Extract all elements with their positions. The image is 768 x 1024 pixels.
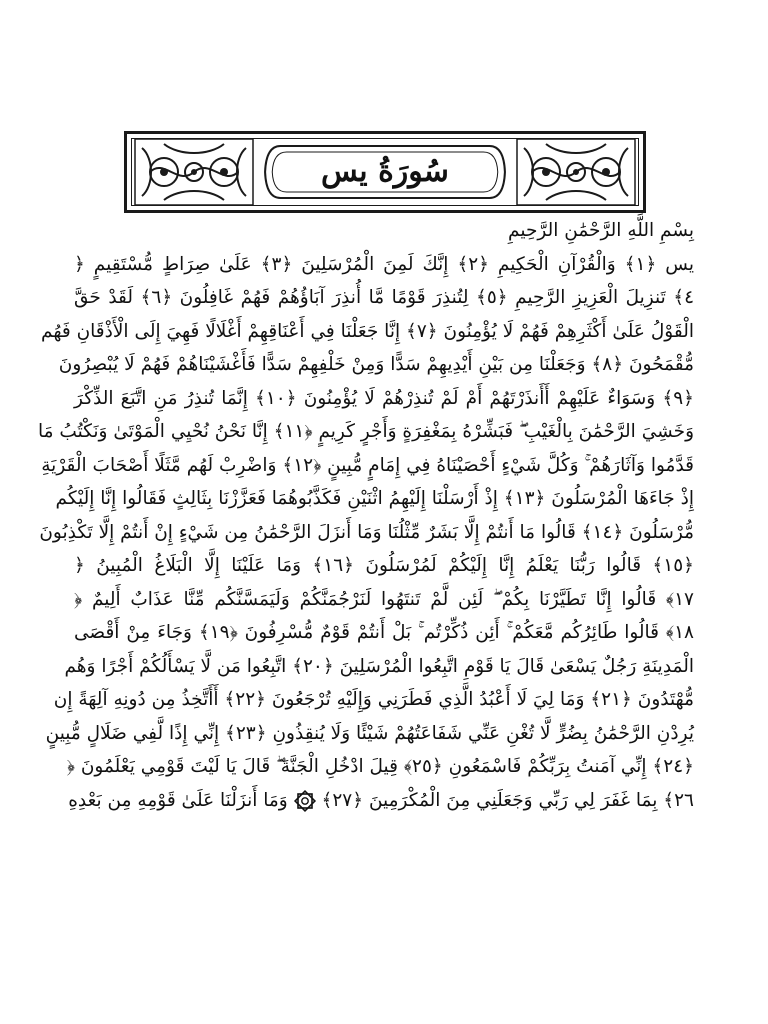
verse-line-last xyxy=(68,784,694,818)
verse-line: الْقَوْلُ عَلَىٰ أَكْثَرِهِمْ فَهُمْ لَا يُؤْمِنُونَ ﴿٧﴾ إِنَّا جَعَلْنَا فِي أَعْنَاقِهِمْ أَغْلَالًا فَهِيَ إِلَى الْأَذْقَانِ فَهُم xyxy=(41,320,694,342)
verse-line: ﴿١٥﴾ قَالُوا رَبُّنَا يَعْلَمُ إِنَّا إِلَيْكُمْ لَمُرْسَلُونَ ﴿١٦﴾ وَمَا عَلَيْنَا إِلَّا الْبَلَاغُ الْمُبِينُ ﴿ xyxy=(74,555,694,576)
verse-line: يُرِدْنِ الرَّحْمَٰنُ بِضُرٍّ لَّا تُغْنِ عَنِّي شَفَاعَتُهُمْ شَيْئًا وَلَا يُنقِذُونِ ﴿٢٣﴾ إِنِّي إِذًا لَّفِي ضَلَالٍ مُّبِينٍ xyxy=(45,722,694,744)
verse-line: مُّهْتَدُونَ ﴿٢١﴾ وَمَا لِيَ لَا أَعْبُدُ الَّذِي فَطَرَنِي وَإِلَيْهِ تُرْجَعُونَ ﴿٢٢﴾ أَأَتَّخِذُ مِن دُونِهِ آلِهَةً إِن xyxy=(53,689,694,710)
arabesque-ornament-icon xyxy=(516,138,636,206)
surah-header-inner-border xyxy=(131,138,639,206)
surah-title-cartouche xyxy=(262,143,508,201)
verse-line-last-start: ٢٦﴾ بِمَا غَفَرَ لِي رَبِّي وَجَعَلَنِي مِنَ الْمُكْرَمِينَ ﴿٢٧﴾ xyxy=(321,789,694,811)
basmala: بِسْمِ اللَّهِ الرَّحْمَٰنِ الرَّحِيمِ xyxy=(508,220,694,241)
verse-line: مُّقْمَحُونَ ﴿٨﴾ وَجَعَلْنَا مِن بَيْنِ أَيْدِيهِمْ سَدًّا وَمِنْ خَلْفِهِمْ سَدًّا فَأَغْشَيْنَاهُمْ فَهُمْ لَا يُبْصِرُونَ xyxy=(58,354,694,375)
verse-line-last-end: وَمَا أَنزَلْنَا عَلَىٰ قَوْمِهِ مِن بَعْدِهِ xyxy=(68,789,288,811)
hizb-marker-icon xyxy=(294,790,316,812)
surah-header-frame xyxy=(124,131,646,213)
verse-line: ١٧﴾ قَالُوا إِنَّا تَطَيَّرْنَا بِكُمْ ۖ لَئِن لَّمْ تَنتَهُوا لَنَرْجُمَنَّكُمْ وَلَيَمَسَّنَّكُم مِّنَّا عَذَابٌ أَلِيمٌ ﴿ xyxy=(74,588,694,610)
verse-line: ٤﴾ تَنزِيلَ الْعَزِيزِ الرَّحِيمِ ﴿٥﴾ لِتُنذِرَ قَوْمًا مَّا أُنذِرَ آبَاؤُهُمْ فَهُمْ غَافِلُونَ ﴿٦﴾ لَقَدْ حَقَّ xyxy=(74,287,694,308)
arabesque-ornament-icon xyxy=(134,138,254,206)
quran-text-block xyxy=(37,214,694,817)
verse-line: ﴿٩﴾ وَسَوَاءٌ عَلَيْهِمْ أَأَنذَرْتَهُمْ أَمْ لَمْ تُنذِرْهُمْ لَا يُؤْمِنُونَ ﴿١٠﴾ إِنَّمَا تُنذِرُ مَنِ اتَّبَعَ الذِّكْرَ xyxy=(74,387,694,409)
verse-line: قَدَّمُوا وَآثَارَهُمْ ۚ وَكُلَّ شَيْءٍ أَحْصَيْنَاهُ فِي إِمَامٍ مُّبِينٍ ﴿١٢﴾ وَاضْرِبْ لَهُم مَّثَلًا أَصْحَابَ الْقَرْيَةِ xyxy=(41,454,694,476)
verse-line: يس ﴿١﴾ وَالْقُرْآنِ الْحَكِيمِ ﴿٢﴾ إِنَّكَ لَمِنَ الْمُرْسَلِينَ ﴿٣﴾ عَلَىٰ صِرَاطٍ مُّسْتَقِيمٍ ﴿ xyxy=(74,253,694,275)
verse-line: ١٨﴾ قَالُوا طَائِرُكُم مَّعَكُمْ ۚ أَئِن ذُكِّرْتُم ۚ بَلْ أَنتُمْ قَوْمٌ مُّسْرِفُونَ ﴿١٩﴾ وَجَاءَ مِنْ أَقْصَى xyxy=(74,622,694,643)
verse-line: الْمَدِينَةِ رَجُلٌ يَسْعَىٰ قَالَ يَا قَوْمِ اتَّبِعُوا الْمُرْسَلِينَ ﴿٢٠﴾ اتَّبِعُوا مَن لَّا يَسْأَلُكُمْ أَجْرًا وَهُم xyxy=(64,655,694,677)
verse-line: مُّرْسَلُونَ ﴿١٤﴾ قَالُوا مَا أَنتُمْ إِلَّا بَشَرٌ مِّثْلُنَا وَمَا أَنزَلَ الرَّحْمَٰنُ مِن شَيْءٍ إِنْ أَنتُمْ إِلَّا تَكْذِبُونَ xyxy=(39,521,694,543)
verse-line: ﴿٢٤﴾ إِنِّي آمَنتُ بِرَبِّكُمْ فَاسْمَعُونِ ﴿٢٥﴾ قِيلَ ادْخُلِ الْجَنَّةَ ۖ قَالَ يَا لَيْتَ قَوْمِي يَعْلَمُونَ ﴿ xyxy=(66,756,694,777)
verse-line: وَخَشِيَ الرَّحْمَٰنَ بِالْغَيْبِ ۖ فَبَشِّرْهُ بِمَغْفِرَةٍ وَأَجْرٍ كَرِيمٍ ﴿١١﴾ إِنَّا نَحْنُ نُحْيِي الْمَوْتَىٰ وَنَكْتُبُ مَا xyxy=(37,421,694,442)
surah-title: سُورَةُ يس xyxy=(321,154,449,189)
verse-line: إِذْ جَاءَهَا الْمُرْسَلُونَ ﴿١٣﴾ إِذْ أَرْسَلْنَا إِلَيْهِمُ اثْنَيْنِ فَكَذَّبُوهُمَا فَعَزَّزْنَا بِثَالِثٍ فَقَالُوا إِنَّا إِلَيْكُم xyxy=(55,488,694,509)
